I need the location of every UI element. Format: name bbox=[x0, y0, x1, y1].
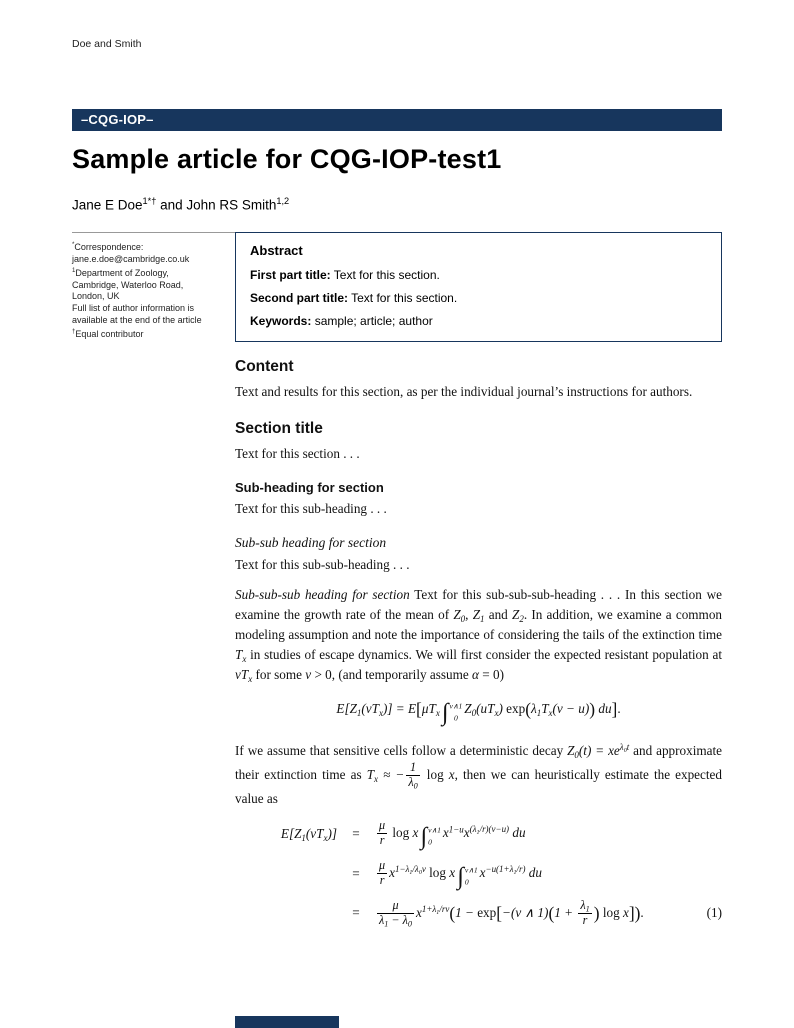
paragraph-sub: Text for this sub-heading . . . bbox=[235, 501, 387, 516]
paragraph-estimate: If we assume that sensitive cells follow a deterministic decay $Z_0(t) = xe^{\lambda_0t}$ and approximate their extinction time as $T_x$ ≈ − $\frac{1}{\lambda_0}$ log x, then we can heuristically estimate the expected value as bbox=[235, 742, 723, 807]
journal-banner bbox=[72, 109, 722, 131]
journal-banner-label: –CQG-IOP– bbox=[81, 112, 154, 127]
heading-sub: Sub-heading for section bbox=[235, 480, 384, 495]
paragraph-subsub: Text for this sub-sub-heading . . . bbox=[235, 557, 410, 572]
equation-relation: = bbox=[352, 905, 360, 921]
author-notes bbox=[72, 232, 235, 341]
footer-bar bbox=[235, 1016, 339, 1028]
equation-row bbox=[235, 859, 722, 889]
equation-row bbox=[235, 819, 722, 849]
abstract-row bbox=[72, 232, 722, 342]
abstract-row-text: Text for this section. bbox=[348, 291, 458, 305]
article-title: Sample article for CQG-IOP-test1 bbox=[72, 144, 502, 174]
heading-section-title: Section title bbox=[235, 420, 323, 437]
correspondence-email: jane.e.doe@cambridge.co.uk bbox=[72, 253, 190, 264]
equation-rhs: $\frac{\mu}{\lambda_1 - \lambda_0}$ $x^{1+\lambda_1/rv}(1 - \exp[-(v$ ∧ 1)(1 + $\frac{\lambda_1}{r}$ ) log x]). bbox=[379, 898, 644, 929]
abstract-row-label: First part title: bbox=[250, 268, 331, 282]
heading-content: Content bbox=[235, 358, 294, 375]
affiliation-line: $^1$Department of Zoology, bbox=[72, 267, 169, 279]
heading-subsub: Sub-sub heading for section bbox=[235, 535, 387, 550]
equation-relation: = bbox=[352, 866, 360, 882]
equation-number: (1) bbox=[706, 905, 722, 921]
equal-contributor-note: †Equal contributor bbox=[72, 328, 144, 340]
paragraph-subsubsub: Sub-sub-sub heading for section Text for this sub-sub-sub-heading . . . In this section we examine the growth rate of the mean of $Z_0$, $Z_1$ and $Z_2$. In addition, we examine a common modeling assumption and note the importance of considering the tails of the extinction time $T_x$ in studies of escape dynamics. We will first consider the expected resistant population at $vT_x$ for some v > 0, (and temporarily assume α = 0) bbox=[235, 587, 723, 684]
abstract-row-label: Second part title: bbox=[250, 291, 349, 305]
affiliation-line: London, UK bbox=[72, 291, 120, 302]
equation-lhs: $E[Z_1(vT_x)]$ bbox=[280, 826, 337, 843]
author-info-note: Full list of author information is bbox=[72, 302, 195, 313]
abstract-first-part bbox=[250, 268, 707, 283]
display-equation: $E[Z_1(vT_x)] = E[\mu T_x$ ∫ v∧1 0 $Z_0(uT_x) \exp(\lambda_1T_x(v - u))$ du]. bbox=[336, 698, 621, 726]
author-info-note: available at the end of the article bbox=[72, 314, 202, 325]
equation-rhs: $\frac{\mu}{r}$ log x ∫ v∧1 0 $x^{1-u}x^{(\lambda_1/r)(v-u)}$ du bbox=[379, 818, 526, 850]
abstract-row-label: Keywords: bbox=[250, 314, 312, 328]
abstract-row-text: sample; article; author bbox=[311, 314, 433, 328]
correspondence-label: *Correspondence: bbox=[72, 241, 144, 252]
aligned-equations bbox=[235, 819, 722, 927]
abstract-row-text: Text for this section. bbox=[330, 268, 440, 282]
running-head: Doe and Smith bbox=[72, 38, 142, 50]
abstract-title: Abstract bbox=[250, 243, 303, 258]
article-body bbox=[235, 358, 722, 937]
abstract-box bbox=[235, 232, 722, 342]
abstract-keywords bbox=[250, 314, 707, 329]
authors-line: Jane E Doe$^{1*\dagger}$ and John RS Smith$^{1,2}$ bbox=[72, 196, 290, 213]
equation-row bbox=[235, 899, 722, 927]
paragraph-content: Text and results for this section, as per the individual journal’s instructions for authors. bbox=[235, 384, 693, 399]
affiliation-line: Cambridge, Waterloo Road, bbox=[72, 279, 184, 290]
equation-rhs: $\frac{\mu}{r}$ $x^{1-\lambda_1/\lambda_0v}$ log x ∫ v∧1 0 $x^{-u(1+\lambda_1/r)}$ du bbox=[379, 858, 542, 890]
abstract-second-part bbox=[250, 291, 707, 306]
equation-relation: = bbox=[352, 826, 360, 842]
paragraph-section: Text for this section . . . bbox=[235, 446, 360, 461]
